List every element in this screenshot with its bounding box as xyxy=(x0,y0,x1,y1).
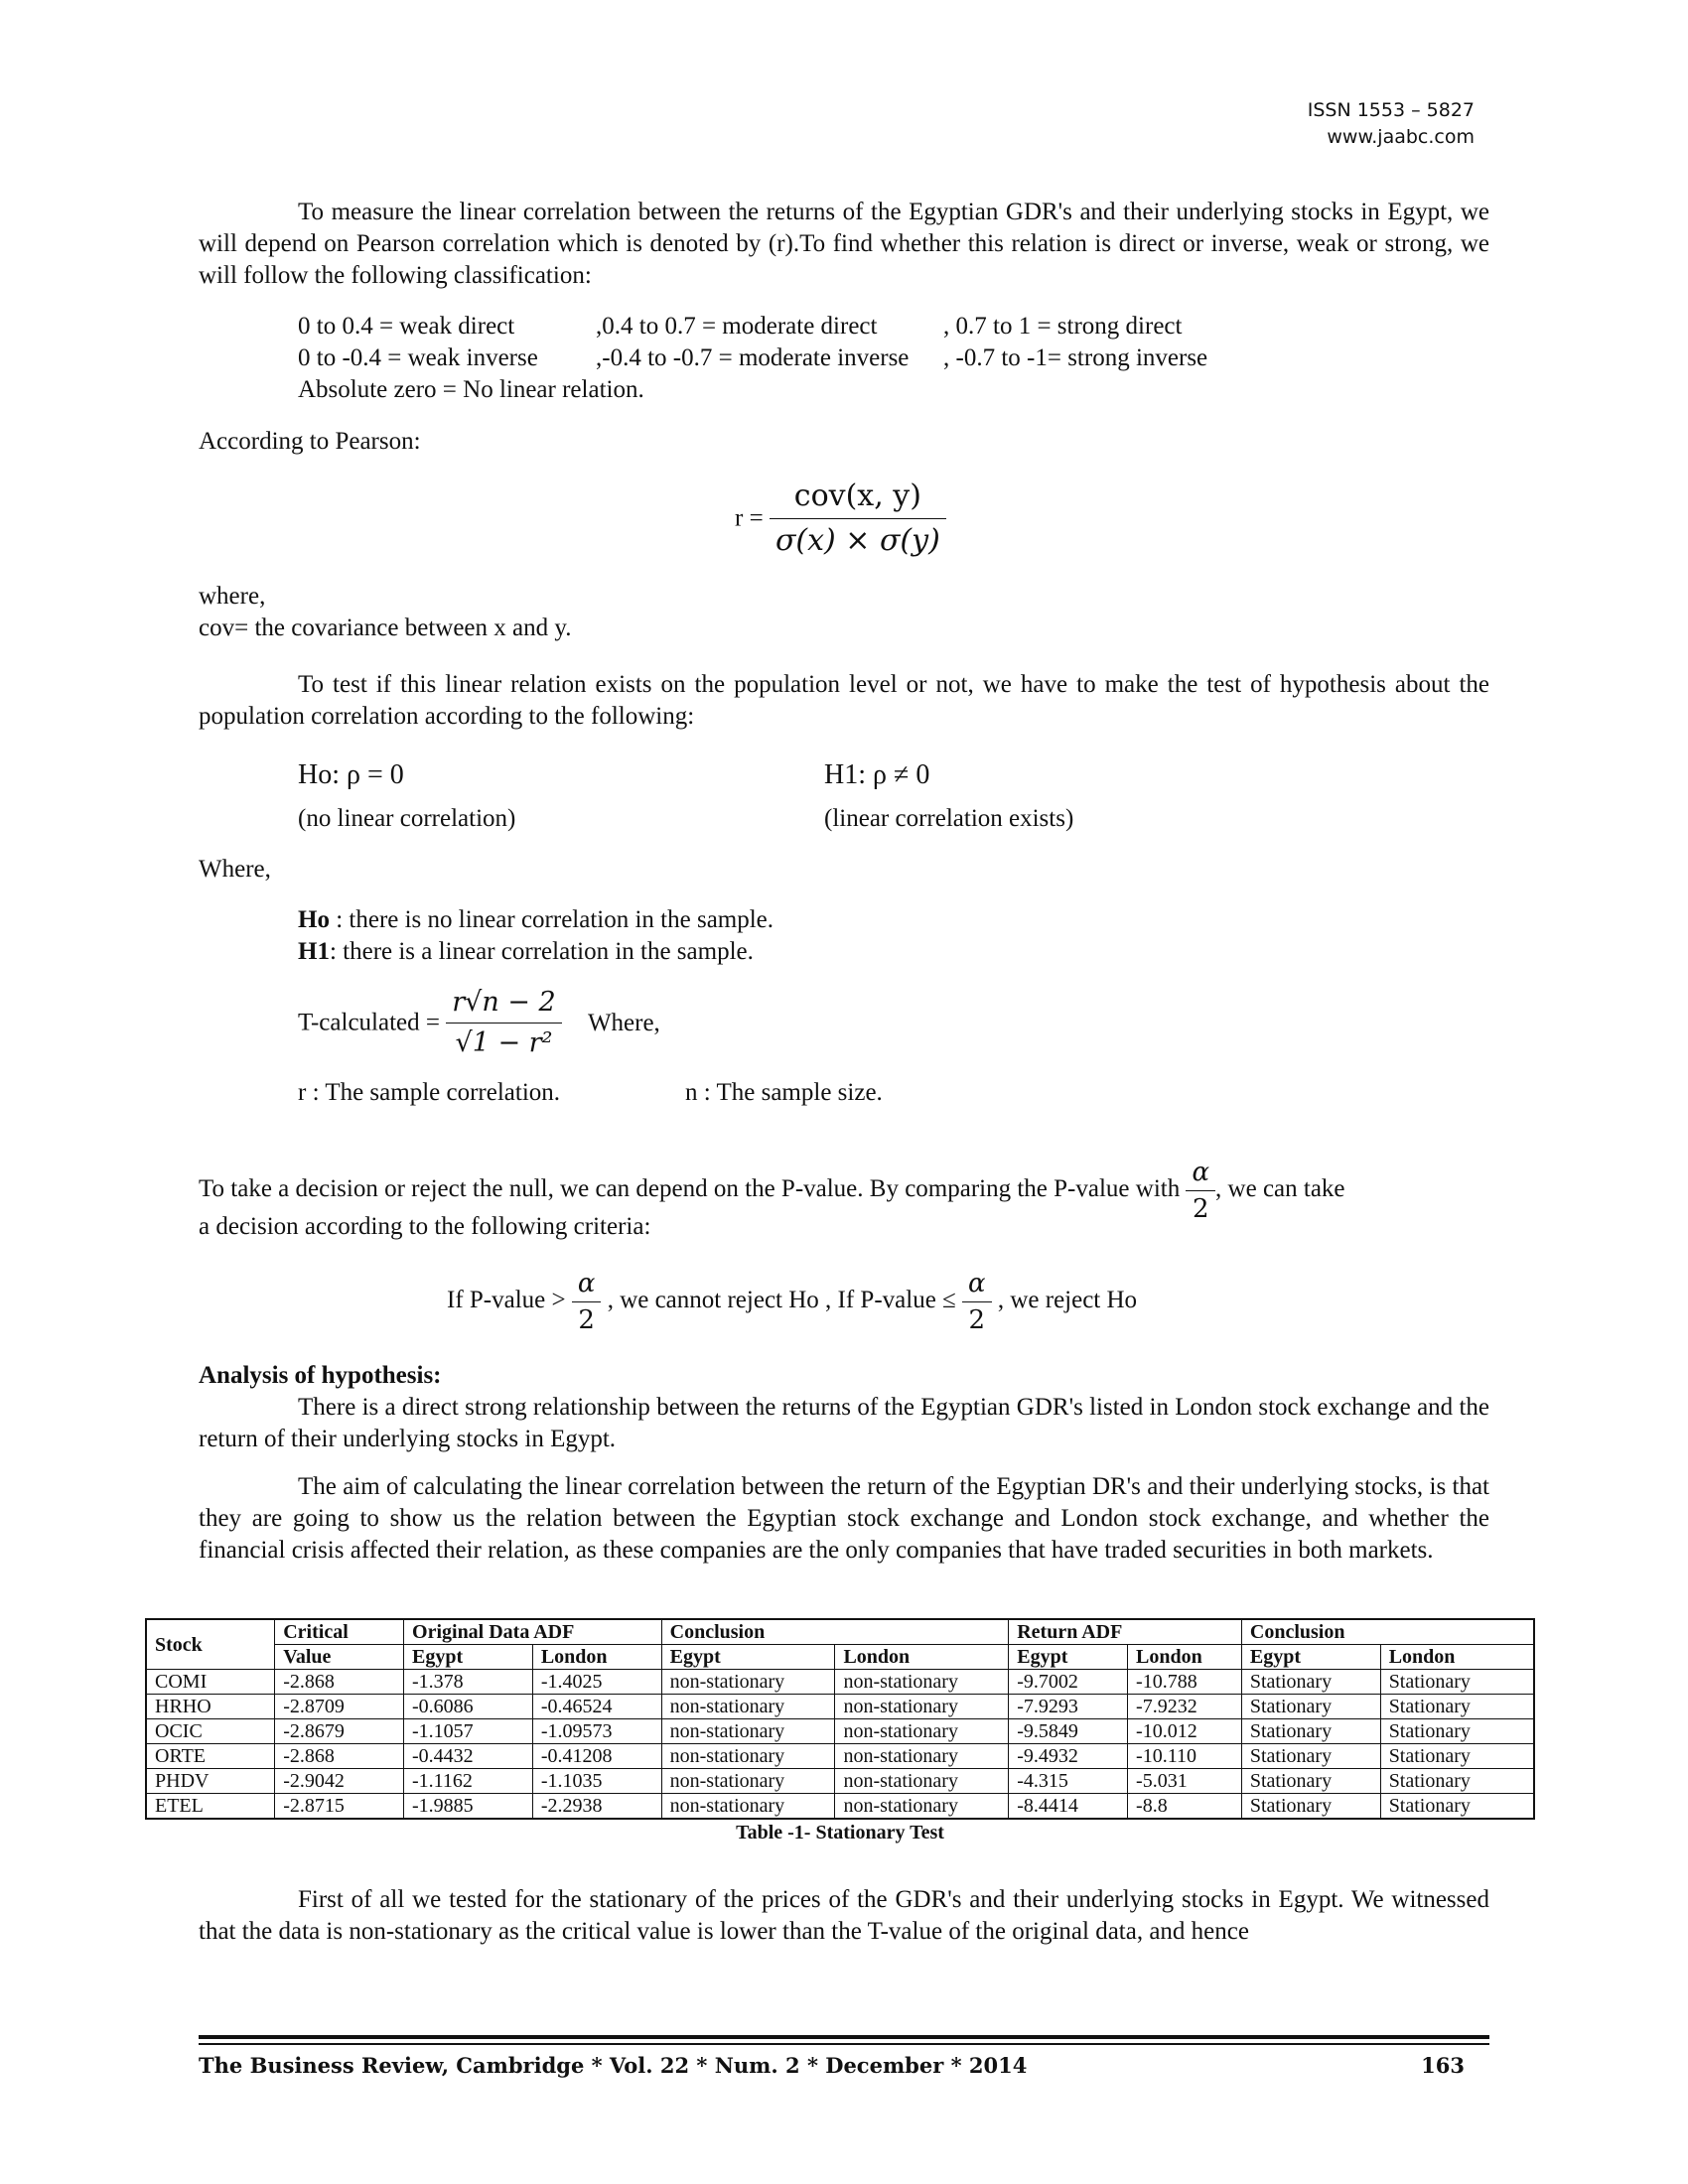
table-cell: -2.8709 xyxy=(275,1695,404,1719)
table-cell: -2.8679 xyxy=(275,1719,404,1744)
pvalue-sentence: To take a decision or reject the null, we can depend on the P-value. By comparing the P-value with $\frac{\alpha}{2}$ , we can take xyxy=(199,1155,1345,1227)
table-cell: non-stationary xyxy=(661,1695,835,1719)
table-cell: -10.012 xyxy=(1128,1719,1242,1744)
h1-definition: H1: there is a linear correlation in the sample. xyxy=(298,938,754,965)
class-row-1: 0 to 0.4 = weak direct ,0.4 to 0.7 = moderate direct , 0.7 to 1 = strong direct xyxy=(298,313,1183,340)
table-cell: Stationary xyxy=(1241,1670,1380,1695)
table-cell: -7.9232 xyxy=(1128,1695,1242,1719)
table-row xyxy=(146,1769,1534,1794)
table-cell: -0.46524 xyxy=(532,1695,661,1719)
table-cell: OCIC xyxy=(146,1719,275,1744)
table-cell: -8.4414 xyxy=(1009,1794,1128,1820)
null-hypothesis-desc: (no linear correlation) xyxy=(298,805,516,832)
table-cell: Stationary xyxy=(1380,1744,1534,1769)
table-cell: -2.868 xyxy=(275,1744,404,1769)
n-definition: n : The sample size. xyxy=(685,1079,883,1106)
table-cell: -1.9885 xyxy=(404,1794,533,1820)
table-cell: non-stationary xyxy=(835,1744,1009,1769)
table-cell: -9.7002 xyxy=(1009,1670,1128,1695)
class-row-2: 0 to -0.4 = weak inverse ,-0.4 to -0.7 = moderate inverse , -0.7 to -1= strong inverse xyxy=(298,344,1208,371)
running-header xyxy=(1308,97,1475,151)
table-cell: Stationary xyxy=(1241,1695,1380,1719)
table-cell: Stationary xyxy=(1241,1769,1380,1794)
table-row xyxy=(146,1695,1534,1719)
table-cell: ETEL xyxy=(146,1794,275,1820)
table-cell: Stationary xyxy=(1380,1719,1534,1744)
table-cell: -10.110 xyxy=(1128,1744,1242,1769)
t-denominator: √1 − r² xyxy=(446,1023,561,1063)
table-cell: non-stationary xyxy=(835,1670,1009,1695)
footer-rule-thin xyxy=(199,2043,1489,2045)
analysis-heading: Analysis of hypothesis: xyxy=(199,1362,442,1389)
table-cell: -1.09573 xyxy=(532,1719,661,1744)
table-cell: non-stationary xyxy=(835,1719,1009,1744)
table-cell: ORTE xyxy=(146,1744,275,1769)
journal-url: www.jaabc.com xyxy=(1327,126,1475,148)
t-calculated-formula: T-calculated = $\frac{r√n - 2}{\text{√1 − r²}}$ Where, xyxy=(298,983,660,1063)
table-cell: COMI xyxy=(146,1670,275,1695)
col-critical-value: Value xyxy=(275,1645,404,1670)
table-cell: -0.4432 xyxy=(404,1744,533,1769)
where-label-1: where, xyxy=(199,583,266,610)
page-number: 163 xyxy=(1421,2053,1465,2078)
closing-paragraph: First of all we tested for the stationary of the prices of the GDR's and their underlying stocks in Egypt. We witnessed that the data is non-stationary as the critical value is lower than the T-value of the original data, and hence xyxy=(199,1886,1489,1945)
pvalue-sentence-cont: a decision according to the following criteria: xyxy=(199,1213,651,1240)
table-cell: -1.1035 xyxy=(532,1769,661,1794)
table-cell: -9.5849 xyxy=(1009,1719,1128,1744)
table-cell: -5.031 xyxy=(1128,1769,1242,1794)
table-row xyxy=(146,1794,1534,1820)
where-label-2: Where, xyxy=(199,856,271,883)
alt-hypothesis-desc: (linear correlation exists) xyxy=(824,805,1074,832)
issn: ISSN 1553 – 5827 xyxy=(1307,99,1475,121)
col-original-adf: Original Data ADF xyxy=(404,1619,662,1645)
table-cell: -7.9293 xyxy=(1009,1695,1128,1719)
table-cell: -1.1162 xyxy=(404,1769,533,1794)
table-row xyxy=(146,1670,1534,1695)
r-definition: r : The sample correlation. xyxy=(298,1079,561,1106)
table-cell: non-stationary xyxy=(661,1719,835,1744)
table-cell: -1.378 xyxy=(404,1670,533,1695)
table-cell: -2.9042 xyxy=(275,1769,404,1794)
table-cell: non-stationary xyxy=(835,1794,1009,1820)
table-cell: non-stationary xyxy=(661,1769,835,1794)
table-cell: -2.2938 xyxy=(532,1794,661,1820)
table-cell: non-stationary xyxy=(661,1794,835,1820)
footer-rule xyxy=(199,2035,1489,2039)
table-cell: -10.788 xyxy=(1128,1670,1242,1695)
table-cell: Stationary xyxy=(1241,1794,1380,1820)
table-cell: -8.8 xyxy=(1128,1794,1242,1820)
table-cell: non-stationary xyxy=(661,1744,835,1769)
table-cell: HRHO xyxy=(146,1695,275,1719)
table-cell: non-stationary xyxy=(835,1769,1009,1794)
table-cell: -2.8715 xyxy=(275,1794,404,1820)
null-hypothesis: Ho: ρ = 0 xyxy=(298,759,404,790)
table-cell: -0.6086 xyxy=(404,1695,533,1719)
cov-definition: cov= the covariance between x and y. xyxy=(199,614,572,641)
ho-definition: Ho : there is no linear correlation in the sample. xyxy=(298,906,774,933)
table-cell: Stationary xyxy=(1241,1744,1380,1769)
footer-journal: The Business Review, Cambridge * Vol. 22 * Num. 2 * December * 2014 xyxy=(199,2053,1028,2078)
stationary-table-wrap xyxy=(145,1618,1535,1845)
table-cell: -0.41208 xyxy=(532,1744,661,1769)
class-row-3: Absolute zero = No linear relation. xyxy=(298,376,644,403)
alt-hypothesis: H1: ρ ≠ 0 xyxy=(824,759,930,790)
pearson-formula: r = $\frac{\text{cov(x, y)}}{\sigma(x) \times \sigma(y)}$ xyxy=(735,475,946,563)
col-conclusion-2: Conclusion xyxy=(1241,1619,1534,1645)
pearson-denominator: σ(x) × σ(y) xyxy=(770,518,946,563)
table-cell: non-stationary xyxy=(661,1670,835,1695)
table-cell: Stationary xyxy=(1380,1794,1534,1820)
stationary-table: Stock Critical Original Data ADF Conclusion Return ADF Conclusion Value Egypt London Egypt London Egypt London Egypt London COMI -2.868 -1.378 -1.4025 non-stationary non-stationary -9.7002 -10.788 Stationary Stationary HRHO -2.8709 -0.6086 -0.46524 non-stationary non-stationary -7.9293 -7.9232 Stationary Stationary OCIC -2.8679 -1.1057 -1.09573 non-stationary non-stationary -9.5849 -10.012 Stationary Stationary ORTE -2.868 -0.4432 -0.41208 non-stationary non-stationary -9.4932 -10.110 Stationary Stationary PHDV -2.9042 -1.1162 -1.1035 non-stationary non-stationary -4.315 -5.031 Stationary Stationary ETEL -2.8715 -1.9885 -2.2938 non-stationary non-stationary -8.4414 -8.8 Stationary Stationary xyxy=(145,1618,1535,1820)
table-cell: Stationary xyxy=(1380,1695,1534,1719)
table-caption: Table -1- Stationary Test xyxy=(736,1822,944,1843)
table-cell: non-stationary xyxy=(835,1695,1009,1719)
t-numerator: r√n − 2 xyxy=(452,987,556,1018)
footer xyxy=(199,2053,1465,2078)
table-cell: -1.1057 xyxy=(404,1719,533,1744)
analysis-paragraph-1: There is a direct strong relationship between the returns of the Egyptian GDR's listed in London stock exchange and the return of their underlying stocks in Egypt. xyxy=(199,1394,1489,1452)
table-cell: Stationary xyxy=(1380,1769,1534,1794)
table-cell: -1.4025 xyxy=(532,1670,661,1695)
table-row xyxy=(146,1744,1534,1769)
decision-rule: If P-value > $\frac{\alpha}{2}$ , we cannot reject Ho , If P-value ≤ $\frac{\alpha}{2}$ , we reject Ho xyxy=(447,1266,1137,1338)
table-cell: Stationary xyxy=(1241,1719,1380,1744)
col-return-adf: Return ADF xyxy=(1009,1619,1242,1645)
table-cell: -9.4932 xyxy=(1009,1744,1128,1769)
col-critical: Critical xyxy=(275,1619,404,1645)
table-cell: -2.868 xyxy=(275,1670,404,1695)
pearson-numerator: cov(x, y) xyxy=(793,478,921,513)
intro-paragraph: To measure the linear correlation between the returns of the Egyptian GDR's and their underlying stocks in Egypt, we will depend on Pearson correlation which is denoted by (r).To find whether this relation is direct or inverse, weak or strong, we will follow the following classification: xyxy=(199,199,1489,289)
according-label: According to Pearson: xyxy=(199,428,421,455)
col-stock: Stock xyxy=(146,1619,275,1670)
table-cell: -4.315 xyxy=(1009,1769,1128,1794)
table-row xyxy=(146,1719,1534,1744)
analysis-paragraph-2: The aim of calculating the linear correlation between the return of the Egyptian DR's and their underlying stocks, is that they are going to show us the relation between the Egyptian stock exchange and London stock exchange, and whether the financial crisis affected their relation, as these companies are the only companies that have traded securities in both markets. xyxy=(199,1473,1489,1564)
hypothesis-paragraph: To test if this linear relation exists on the population level or not, we have to make the test of hypothesis about the population correlation according to the following: xyxy=(199,671,1489,730)
col-conclusion: Conclusion xyxy=(661,1619,1009,1645)
table-cell: Stationary xyxy=(1380,1670,1534,1695)
table-cell: PHDV xyxy=(146,1769,275,1794)
